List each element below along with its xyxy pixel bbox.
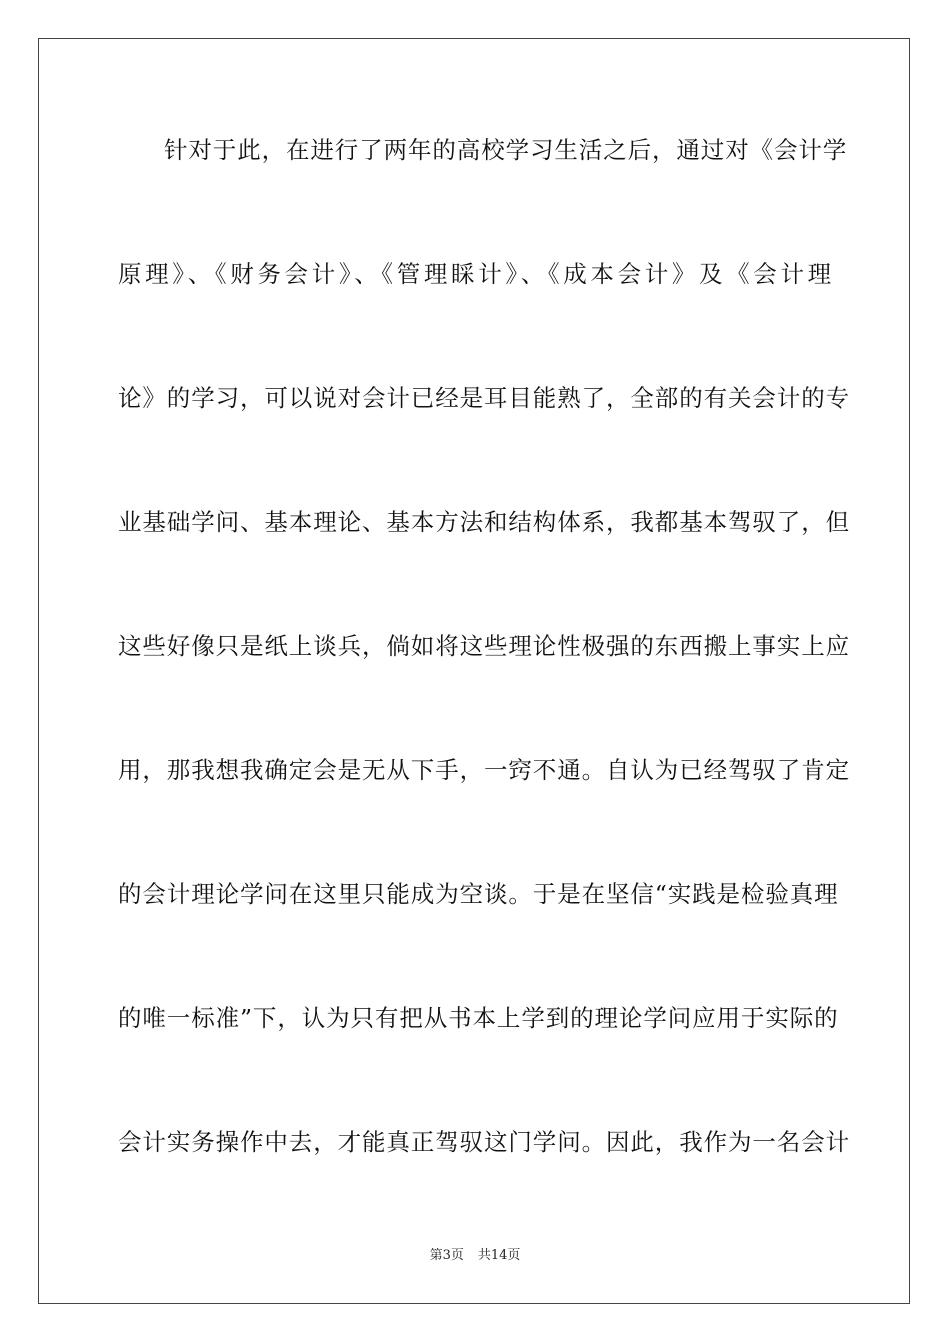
page-number: 第3页 xyxy=(429,1248,464,1263)
paragraph-line: 的唯一标准”下，认为只有把从书本上学到的理论学问应用于实际的 xyxy=(118,1004,839,1032)
page-border xyxy=(38,38,910,1304)
paragraph-line: 业基础学问、基本理论、基本方法和结构体系，我都基本驾驭了，但 xyxy=(118,508,850,536)
page-total: 共14页 xyxy=(477,1248,521,1263)
paragraph-line: 用，那我想我确定会是无从下手，一窍不通。自认为已经驾驭了肯定 xyxy=(118,756,850,784)
paragraph-line: 的会计理论学问在这里只能成为空谈。于是在坚信“实践是检验真理 xyxy=(118,880,839,908)
paragraph-line: 针对于此，在进行了两年的高校学习生活之后，通过对《会计学 xyxy=(164,136,848,164)
paragraph-line: 会计实务操作中去，才能真正驾驭这门学问。因此，我作为一名会计 xyxy=(118,1128,850,1156)
page-footer xyxy=(0,1247,950,1265)
paragraph-line: 原理》、《财务会计》、《管理睬计》、《成本会计》及《会计理 xyxy=(118,260,832,288)
paragraph-line: 这些好像只是纸上谈兵，倘如将这些理论性极强的东西搬上事实上应 xyxy=(118,632,850,660)
paragraph-line: 论》的学习，可以说对会计已经是耳目能熟了，全部的有关会计的专 xyxy=(118,384,850,412)
